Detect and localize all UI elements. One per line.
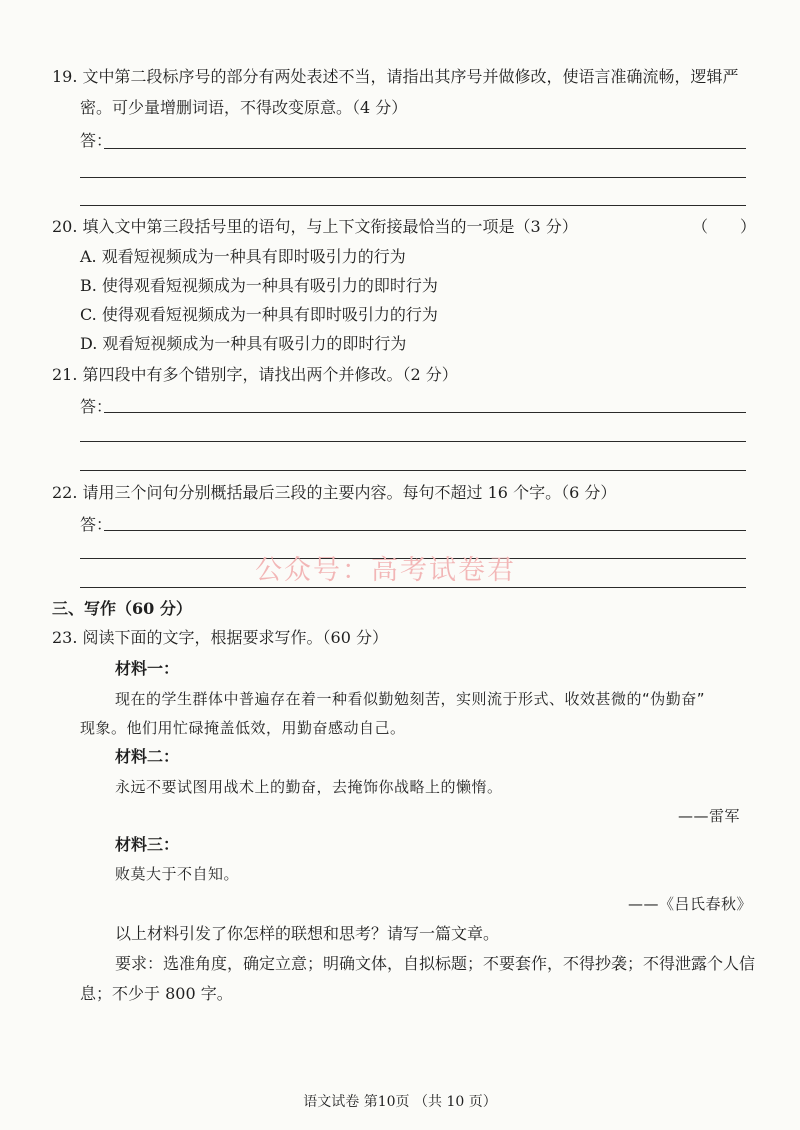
q19-answer-line-1[interactable] xyxy=(104,148,746,149)
q20-answer-bracket[interactable]: （ ） xyxy=(692,217,757,236)
material1-title: 材料一： xyxy=(115,659,180,678)
q21-answer-label: 答： xyxy=(80,397,113,416)
material3-text: 败莫大于不自知。 xyxy=(115,865,240,883)
q22-answer-label: 答： xyxy=(80,515,113,534)
material3-title: 材料三： xyxy=(115,835,180,854)
q23-stem: 23. 阅读下面的文字，根据要求写作。（60 分） xyxy=(52,628,388,647)
q21-answer-line-3[interactable] xyxy=(80,470,746,471)
material2-title: 材料二： xyxy=(115,747,180,766)
q19-answer-label: 答： xyxy=(80,131,113,150)
q20-option-b[interactable]: B. 使得观看短视频成为一种具有吸引力的即时行为 xyxy=(80,276,438,295)
material3-source: ——《吕氏春秋》 xyxy=(628,895,753,913)
q19-answer-line-3[interactable] xyxy=(80,205,746,206)
q20-stem: 20. 填入文中第三段括号里的语句，与上下文衔接最恰当的一项是（3 分） xyxy=(52,217,578,236)
q22-stem: 22. 请用三个问句分别概括最后三段的主要内容。每句不超过 16 个字。（6 分） xyxy=(52,483,617,502)
material1-line2: 现象。他们用忙碌掩盖低效，用勤奋感动自己。 xyxy=(80,719,406,737)
material2-text: 永远不要试图用战术上的勤奋，去掩饰你战略上的懒惰。 xyxy=(115,778,503,796)
q22-answer-line-3[interactable] xyxy=(80,587,746,588)
q21-stem: 21. 第四段中有多个错别字，请找出两个并修改。（2 分） xyxy=(52,365,458,384)
q20-option-d[interactable]: D. 观看短视频成为一种具有吸引力的即时行为 xyxy=(80,334,407,353)
material1-line1: 现在的学生群体中普遍存在着一种看似勤勉刻苦，实则流于形式、收效甚微的“伪勤奋” xyxy=(115,690,706,708)
q21-answer-line-2[interactable] xyxy=(80,441,746,442)
q19-line2: 密。可少量增删词语，不得改变原意。（4 分） xyxy=(80,98,408,117)
q22-answer-line-1[interactable] xyxy=(104,530,746,531)
material2-source: ——雷军 xyxy=(678,807,741,825)
section3-heading: 三、写作（60 分） xyxy=(52,599,192,618)
q20-option-a[interactable]: A. 观看短视频成为一种具有即时吸引力的行为 xyxy=(80,247,406,266)
writing-prompt: 以上材料引发了你怎样的联想和思考？请写一篇文章。 xyxy=(115,924,500,943)
writing-requirement-line2: 息；不少于 800 字。 xyxy=(80,984,233,1003)
q20-option-c[interactable]: C. 使得观看短视频成为一种具有即时吸引力的行为 xyxy=(80,305,438,324)
q19-line1: 19. 文中第二段标序号的部分有两处表述不当，请指出其序号并做修改，使语言准确流畅，逻辑严 xyxy=(52,67,739,86)
q19-answer-line-2[interactable] xyxy=(80,177,746,178)
watermark: 公众号：高考试卷君 xyxy=(255,555,516,586)
q21-answer-line-1[interactable] xyxy=(104,412,746,413)
page-footer: 语文试卷 第10页 （共 10 页） xyxy=(303,1094,497,1110)
writing-requirement-line1: 要求：选准角度，确定立意；明确文体，自拟标题；不要套作，不得抄袭；不得泄露个人信 xyxy=(115,954,756,973)
